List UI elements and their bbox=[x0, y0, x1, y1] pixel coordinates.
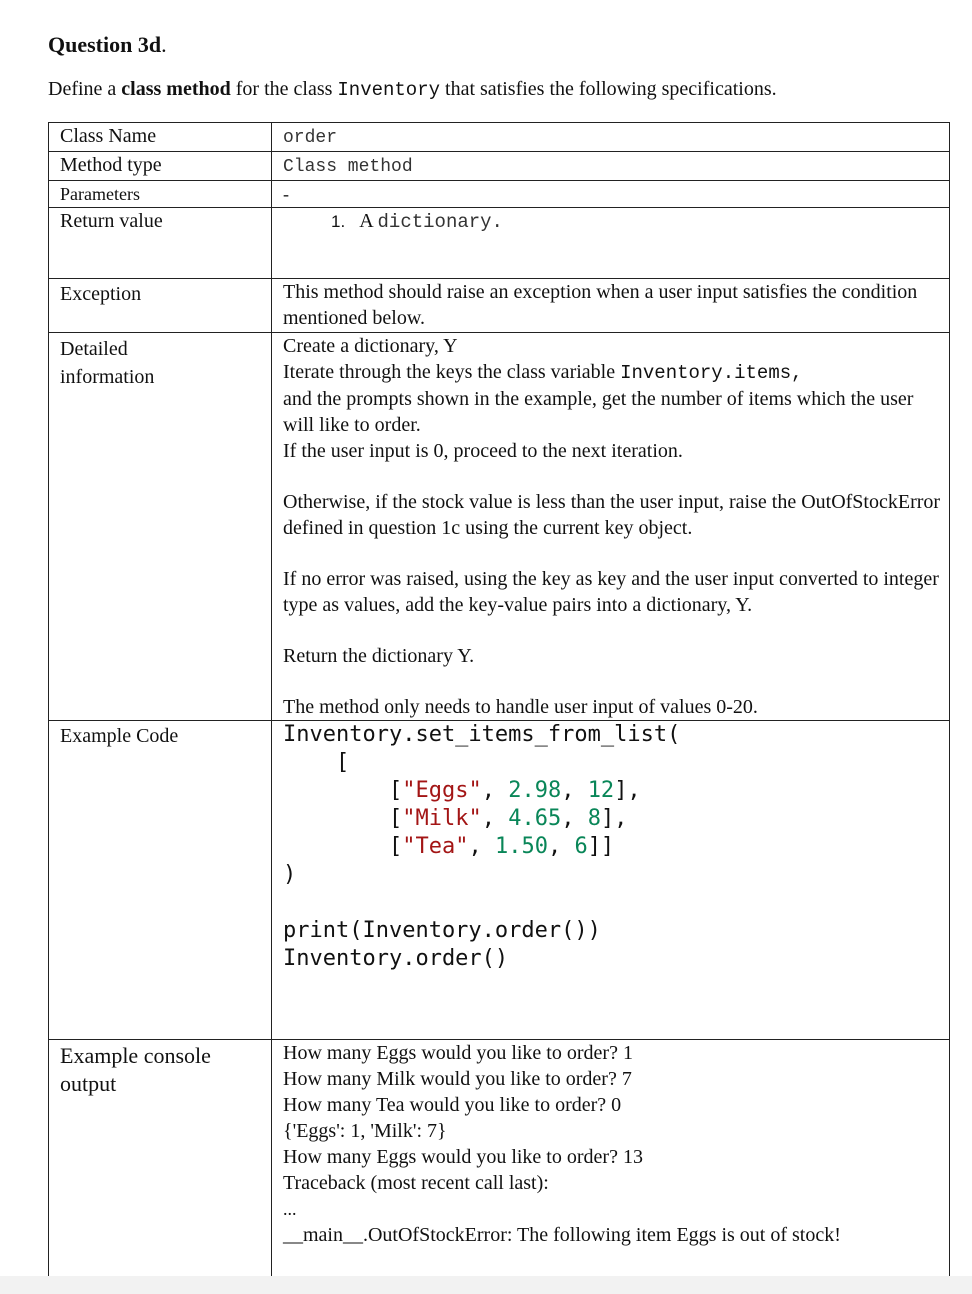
row-example-console-output bbox=[49, 1040, 950, 1291]
class-name-inline: Inventory bbox=[337, 79, 441, 101]
row-method-type bbox=[49, 152, 950, 181]
value-method-type: Class method bbox=[283, 157, 413, 177]
code-item-eggs: ["Eggs", 2.98, 12], bbox=[283, 778, 641, 803]
label-detailed-information: Detailed information bbox=[49, 333, 272, 721]
value-class-name: order bbox=[283, 128, 338, 148]
example-code-block: Inventory.set_items_from_list( [ ["Eggs", 2.98, 12], ["Milk", 4.65, 8], ["Tea", 1.50, 6]] ) print(Inventory.order()) Inventory.order() bbox=[272, 721, 950, 1040]
value-detailed-information: Create a dictionary, Y Iterate through the keys the class variable Inventory.items, and the prompts shown in the example, get the number of items which the user will like to order. If the user input is 0, proceed to the next iteration. Otherwise, if the stock value is less than the user input, raise the OutOfStockError defined in question 1c using the current key object. If no error was raised, using the key as key and the user input converted to integer type as values, add the key-value pairs into a dictionary, Y. Return the dictionary Y. The method only needs to handle user input of values 0-20. bbox=[272, 333, 950, 721]
value-parameters: - bbox=[272, 181, 950, 208]
question-title: Question 3d. bbox=[48, 32, 167, 57]
label-class-name: Class Name bbox=[49, 123, 272, 152]
label-return-value: Return value bbox=[49, 208, 272, 279]
row-detailed-information bbox=[49, 333, 950, 721]
label-example-console-output: Example console output bbox=[49, 1040, 272, 1291]
label-parameters: Parameters bbox=[49, 181, 272, 208]
row-exception bbox=[49, 279, 950, 333]
code-item-milk: ["Milk", 4.65, 8], bbox=[283, 806, 628, 831]
label-method-type: Method type bbox=[49, 152, 272, 181]
row-class-name bbox=[49, 123, 950, 152]
row-return-value bbox=[49, 208, 950, 279]
code-item-tea: ["Tea", 1.50, 6]] bbox=[283, 834, 615, 859]
row-example-code bbox=[49, 721, 950, 1040]
label-exception: Exception bbox=[49, 279, 272, 333]
value-exception: This method should raise an exception when a user input satisfies the condition mentioned below. bbox=[272, 279, 950, 333]
label-example-code: Example Code bbox=[49, 721, 272, 1040]
row-parameters bbox=[49, 181, 950, 208]
specification-table bbox=[48, 122, 950, 1291]
intro-text: Define a class method for the class Inventory that satisfies the following specifications. bbox=[48, 78, 777, 101]
example-console-output: How many Eggs would you like to order? 1 How many Milk would you like to order? 7 How many Tea would you like to order? 0 {'Eggs': 1, 'Milk': 7} How many Eggs would you like to order? 13 Traceback (most recent call last): ... __main__.OutOfStockError: The following item Eggs is out of stock! bbox=[272, 1040, 950, 1291]
page-bottom-edge bbox=[0, 1276, 972, 1294]
return-value-list: 1. A dictionary. bbox=[331, 210, 503, 233]
